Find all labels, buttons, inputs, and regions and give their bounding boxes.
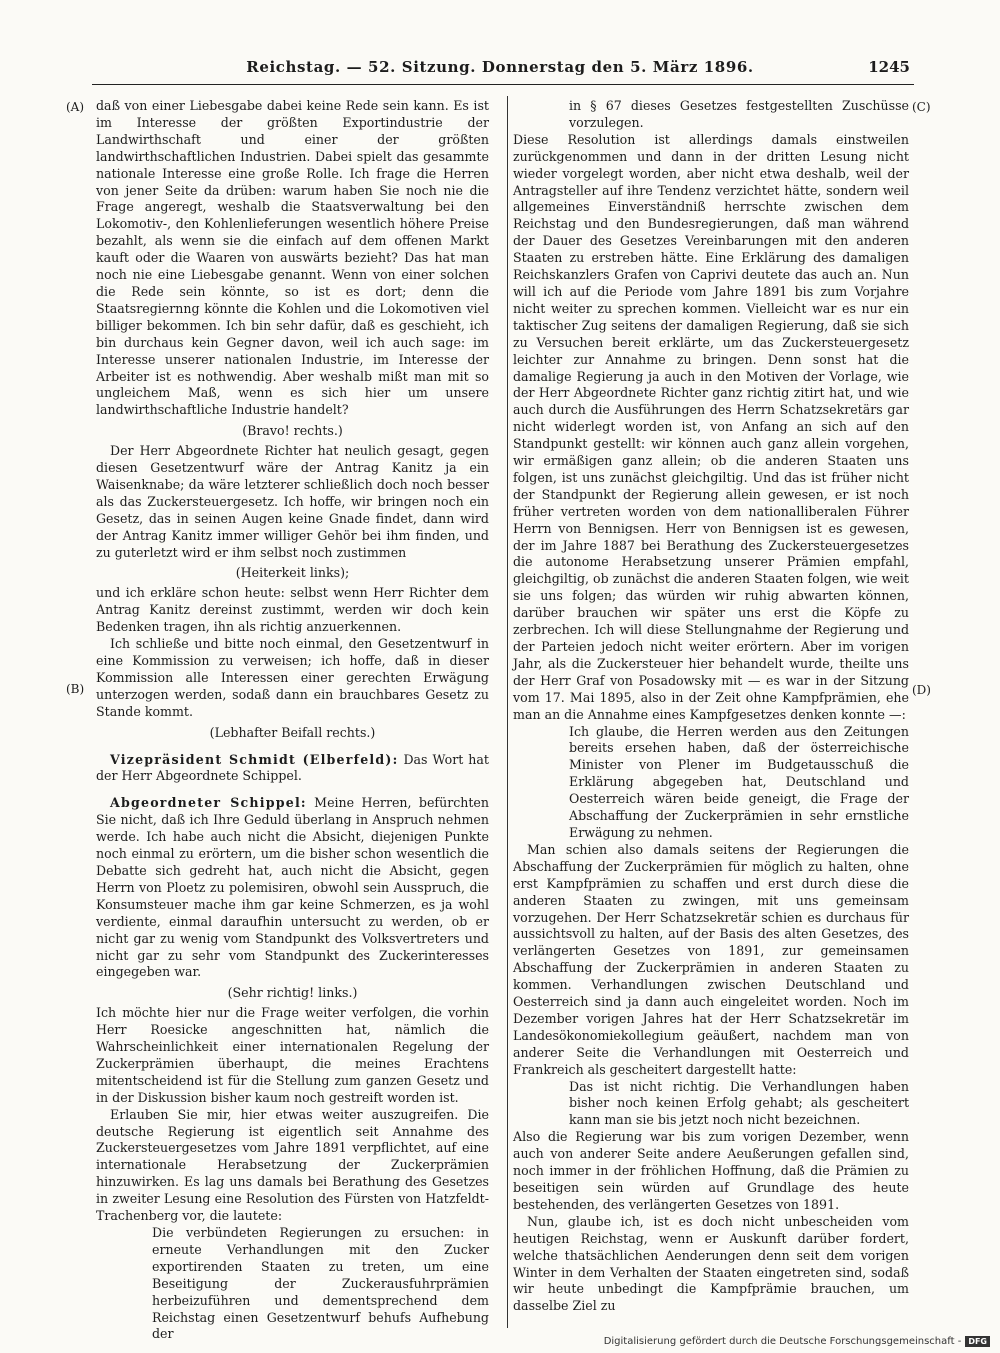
paragraph-text: Diese Resolution ist allerdings damals einstweilen zurückgenommen und dann in der dritten Lesung nicht wieder vorgelegt worden, aber nicht etwa deshalb, weil der Antragsteller auf ihre Tendenz verzichtet hätte, sondern weil allgemeines Einverständniß herrschte zwischen dem Reichstag und den Bundesregierungen, daß man während der Dauer des Gesetzes Vereinbarungen mit den anderen Staaten zu erstreben hätte. Eine Erklärung des damaligen Reichskanzlers Grafen von Caprivi deutete das auch an. Nun will ich auf die Periode vom Jahre 1891 bis zum Vorjahre nicht weiter zu sprechen kommen. Vielleicht war es nur ein taktischer Zug seitens der damaligen Regierung, daß sie sich zu Versuchen bereit erklärte, um das Zuckersteuergesetz leichter zur Annahme zu bringen. Denn sonst hat die damalige Regierung ja auch in den Motiven der Vorlage, wie der Herr Abgeordnete Richter ganz richtig zitirt hat, und wie auch durch die Ausführungen des Herrn Schatzsekretärs gar nicht widerlegt worden ist, von Anfang an sich auf den Standpunkt gestellt: wir können auch ganz allein vorgehen, wir ermäßigen ganz allein; ob die anderen Staaten uns folgen, ist uns zunächst gleichgiltig. Und das ist früher nicht der Standpunkt der Regierung allein gewesen, er ist noch früher vertreten worden von dem nationalliberalen Führer Herrn von Bennigsen. Herr von Bennigsen ist es gewesen, der im Jahre 1887 bei Berathung des Zuckersteuergesetzes die autonome Herabsetzung unserer Prämien empfahl, gleichgiltig, ob zunächst die anderen Staaten folgen, wie weit sie uns folgen; das würden wir ruhig abwarten können, darüber brauchen wir später uns erst die Köpfe zu zerbrechen. Ich will diese Stellungnahme der Regierung und der Parteien jedoch nicht weiter erörtern. Aber im vorigen Jahr, als die Zuckersteuer hier behandelt wurde, theilte uns der Herr Graf von Posadowsky mit — es war in der Sitzung vom 17. Mai 1895, also in der Zeit ohne Kampfprämien, ehe man an die Annahme eines Kampfgesetzes denken konnte —: bbox=[513, 131, 909, 722]
paragraph bbox=[96, 443, 489, 561]
paragraph bbox=[96, 1107, 489, 1225]
interjection bbox=[96, 725, 489, 742]
paragraph-text: Das Wort hat der Herr Abgeordnete Schippel. bbox=[96, 751, 489, 784]
paragraph bbox=[96, 795, 489, 981]
paragraph-text: (Bravo! rechts.) bbox=[242, 423, 343, 439]
margin-marker-a: (A) bbox=[66, 100, 85, 114]
paragraph-text: (Sehr richtig! links.) bbox=[227, 985, 358, 1001]
paragraph bbox=[96, 752, 489, 786]
margin-marker-c: (C) bbox=[912, 100, 931, 114]
quotation-paragraph bbox=[569, 98, 909, 132]
column-divider bbox=[507, 96, 508, 1328]
paragraph-text: Erlauben Sie mir, hier etwas weiter auszugreifen. Die deutsche Regierung ist eigentlich seit Annahme des Zuckersteuergesetzes vom Jahre 1891 verpflichtet, auf eine internationale Herabsetzung der Zuckerprämien hinzuwirken. Es lag uns damals bei Berathung des Gesetzes in zweiter Lesung eine Resolution des Fürsten von Hatzfeldt-Trachenberg vor, die lautete: bbox=[96, 1106, 489, 1224]
paragraph-text: (Heiterkeit links); bbox=[235, 565, 350, 581]
header-rule bbox=[92, 84, 914, 85]
paragraph bbox=[96, 98, 489, 419]
quotation-paragraph bbox=[569, 1079, 909, 1130]
page-header bbox=[100, 58, 910, 82]
paragraph-text: daß von einer Liebesgabe dabei keine Rede sein kann. Es ist im Interesse der größten Exportindustrie der Landwirthschaft und einer der größten landwirthschaftlichen Industrien. Dabei spielt das gesammte nationale Interesse eine große Rolle. Ich frage die Herren von jener Seite da drüben: warum haben Sie noch nie die Frage angeregt, weshalb die Staatsverwaltung bei den Lokomotiv-, den Kohlenlieferungen wesentlich höhere Preise bezahlt, als wenn sie die einfach auf dem offenen Markt kauft oder die Waaren von auswärts bezieht? Das hat man noch nie eine Liebesgabe genannt. Wenn von einer solchen die Rede sein könnte, so ist es dort; denn die Staatsregiernng könnte die Kohlen und die Lokomotiven viel billiger bekommen. Ich bin sehr dafür, daß es geschieht, ich bin durchaus kein Gegner davon, weil ich auch sage: im Interesse unserer nationalen Industrie, im Interesse der Arbeiter ist es nothwendig. Aber weshalb mißt man mit so ungleichem Maß, wenn es sich hier um unsere landwirthschaftliche Industrie handelt? bbox=[96, 98, 489, 418]
paragraph-text: und ich erkläre schon heute: selbst wenn Herr Richter dem Antrag Kanitz dereinst zustimmt, werden wir doch kein Bedenken tragen, ihn als richtig anzuerkennen. bbox=[96, 585, 489, 635]
paragraph-text: Meine Herren, befürchten Sie nicht, daß ich Ihre Geduld überlang in Anspruch nehmen werde. Ich habe auch nicht die Absicht, diejenigen Punkte noch einmal zu erörtern, um die bisher schon wesentlich die Debatte sich gedreht hat, auch nicht die Absicht, gegen Herrn von Ploetz zu polemisiren, obwohl sein Ausspruch, die Konsumsteuer mache ihm gar keine Schmerzen, es ja wohl verdiente, einmal daraufhin untersucht zu werden, ob er nicht gar zu wenig vom Standpunkt des Volksvertreters und nicht gar zu sehr vom Standpunkt des Zuckerinteresses eingegeben war. bbox=[96, 795, 489, 980]
quotation-paragraph bbox=[569, 724, 909, 842]
left-column bbox=[96, 98, 489, 1343]
digitization-credit: Digitalisierung gefördert durch die Deutsche Forschungsgemeinschaft - bbox=[603, 1335, 962, 1347]
paragraph bbox=[513, 1129, 909, 1214]
speaker-name: Abgeordneter Schippel: bbox=[110, 795, 307, 811]
paragraph-text: Nun, glaube ich, ist es doch nicht unbescheiden vom heutigen Reichstag, wenn er Auskunft darüber fordert, welche thatsächlichen Aenderungen denn seit dem vorigen Winter in dem Verhalten der Staaten eingetreten sind, sodaß wir heute unbedingt die Kampfprämie brauchen, um dasselbe Ziel zu bbox=[513, 1213, 909, 1314]
paragraph bbox=[513, 1214, 909, 1315]
paragraph-text: Die verbündeten Regierungen zu ersuchen: in erneute Verhandlungen mit den Zucker exportirenden Staaten zu treten, um eine Beseitigung der Zuckerausfuhrprämien herbeizuführen und dementsprechend dem Reichstag einen Gesetzentwurf behufs Aufhebung der bbox=[152, 1225, 489, 1342]
paragraph bbox=[96, 636, 489, 721]
paragraph-text: Der Herr Abgeordnete Richter hat neulich gesagt, gegen diesen Gesetzentwurf wäre der Antrag Kanitz ja ein Waisenknabe; da wäre letzterer schließlich doch noch besser als das Zuckersteuergesetz. Ich hoffe, wir bringen noch ein Gesetz, das in seinen Augen keine Gnade findet, dann wird der Antrag Kanitz immer williger Gehör bei ihm finden, und zu guterletzt wird er ihm selbst noch zustimmen bbox=[96, 443, 489, 560]
right-column bbox=[513, 98, 909, 1315]
margin-marker-d: (D) bbox=[912, 683, 931, 697]
page-footer bbox=[598, 1334, 990, 1348]
page-number: 1245 bbox=[868, 58, 910, 76]
interjection bbox=[96, 985, 489, 1002]
paragraph bbox=[96, 585, 489, 636]
paragraph-text: Ich schließe und bitte noch einmal, den Gesetzentwurf in eine Kommission zu verweisen; ich hoffe, daß in dieser Kommission alle Interessen einer gerechten Erwägung unterzogen werden, sodaß dann ein brauchbares Gesetz zu Stande kommt. bbox=[96, 636, 489, 719]
paragraph bbox=[513, 132, 909, 724]
paragraph-text: Also die Regierung war bis zum vorigen Dezember, wenn auch von anderer Seite andere Aeußerungen gefallen sind, noch immer in der fröhlichen Hoffnung, daß die Prämien zu beseitigen sein würden auf Grundlage des heute bestehenden, des verlängerten Gesetzes von 1891. bbox=[513, 1129, 909, 1212]
quotation-paragraph bbox=[152, 1225, 489, 1343]
interjection bbox=[96, 565, 489, 582]
paragraph-text: (Lebhafter Beifall rechts.) bbox=[209, 724, 376, 740]
paragraph bbox=[513, 842, 909, 1079]
paragraph-text: Ich glaube, die Herren werden aus den Zeitungen bereits ersehen haben, daß der österreichische Minister von Plener im Budgetausschuß die Erklärung abgegeben hat, Deutschland und Oesterreich wären beide geneigt, die Frage der Abschaffung der Zuckerprämien in sehr ernstliche Erwägung zu nehmen. bbox=[569, 723, 909, 840]
running-head: Reichstag. — 52. Sitzung. Donnerstag den 5. März 1896. bbox=[246, 58, 754, 76]
paragraph bbox=[96, 1005, 489, 1106]
paragraph-text: Man schien also damals seitens der Regierungen die Abschaffung der Zuckerprämien für möglich zu halten, ohne erst Kampfprämien zu schaffen und erst durch diese die anderen Staaten zu zwingen, mit uns gemeinsam vorzugehen. Der Herr Schatzsekretär schien es durchaus für aussichtsvoll zu halten, auf der Basis des alten Gesetzes, des verlängerten Gesetzes von 1891, zur gemeinsamen Abschaffung der Zuckerprämien in anderen Staaten zu kommen. Verhandlungen zwischen Deutschland und Oesterreich sind ja dann auch eingeleitet worden. Noch im Dezember vorigen Jahres hat der Herr Schatzsekretär im Landesökonomiekollegium geäußert, nachdem man von anderer Seite die Verhandlungen mit Oesterreich und Frankreich als gescheitert dargestellt hatte: bbox=[513, 841, 909, 1077]
interjection bbox=[96, 423, 489, 440]
paragraph-text: in § 67 dieses Gesetzes festgestellten Zuschüsse vorzulegen. bbox=[569, 98, 909, 130]
speaker-name: Vizepräsident Schmidt (Elberfeld): bbox=[110, 751, 399, 767]
paragraph-text: Das ist nicht richtig. Die Verhandlungen haben bisher noch keinen Erfolg gehabt; als gescheitert kann man sie bis jetzt noch nicht bezeichnen. bbox=[569, 1078, 909, 1128]
paragraph-text: Ich möchte hier nur die Frage weiter verfolgen, die vorhin Herr Roesicke angeschnitten hat, nämlich die Wahrscheinlichkeit einer internationalen Regelung der Zuckerprämien überhaupt, die meines Erachtens mitentscheidend ist für die Stellung zum ganzen Gesetz und in der Diskussion bisher kaum noch gestreift worden ist. bbox=[96, 1005, 489, 1105]
margin-marker-b: (B) bbox=[66, 682, 85, 696]
dfg-logo: DFG bbox=[965, 1336, 990, 1347]
